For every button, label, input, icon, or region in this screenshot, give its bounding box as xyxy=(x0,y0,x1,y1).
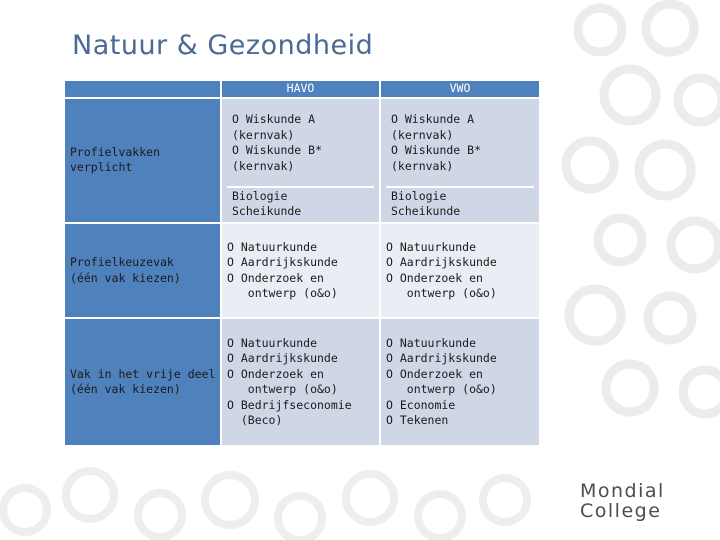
cell-line: O Onderzoek en xyxy=(386,366,483,381)
cell-line: (kernvak) xyxy=(391,158,454,173)
header-havo: HAVO xyxy=(221,80,380,98)
cell-line: O Onderzoek en xyxy=(227,270,324,285)
cell-line: (Beco) xyxy=(227,413,283,427)
cell-vwo-vrije-deel xyxy=(380,318,540,446)
cell-havo-math xyxy=(227,100,374,188)
row-label-line: Profielvakken xyxy=(70,144,161,159)
cell-line: O Bedrijfseconomie xyxy=(227,397,352,412)
cell-line: ontwerp (o&o) xyxy=(386,286,497,300)
cell-line: O Natuurkunde xyxy=(386,239,477,254)
cell-havo-vrije-deel xyxy=(221,318,380,446)
cell-line: O Aardrijkskunde xyxy=(386,255,497,269)
header-vwo: VWO xyxy=(380,80,540,98)
cell-vwo-sciences xyxy=(386,188,534,220)
cell-line: O Wiskunde A xyxy=(232,112,316,127)
table-row xyxy=(64,223,540,318)
cell-line: O Natuurkunde xyxy=(386,335,477,350)
cell-line: ontwerp (o&o) xyxy=(386,382,497,396)
cell-line: O Aardrijkskunde xyxy=(227,351,338,365)
cell-vwo-math xyxy=(386,100,534,188)
cell-havo-sciences xyxy=(227,188,374,220)
cell-line: O Aardrijkskunde xyxy=(227,255,338,269)
cell-line: O Wiskunde A xyxy=(391,112,475,127)
mondial-college-logo xyxy=(580,481,665,521)
cell-line: O Aardrijkskunde xyxy=(386,351,497,365)
row-label-line: (één vak kiezen) xyxy=(70,382,181,396)
cell-line: (kernvak) xyxy=(232,158,295,173)
cell-line: O Wiskunde B* xyxy=(232,143,323,158)
row-label-vrije-deel xyxy=(64,318,221,446)
cell-line: (kernvak) xyxy=(232,127,295,142)
page-title: Natuur & Gezondheid xyxy=(72,30,374,61)
cell-line: O Natuurkunde xyxy=(227,239,318,254)
row-label-profielvakken xyxy=(64,98,221,224)
cell-line: O Onderzoek en xyxy=(386,270,483,285)
table-row xyxy=(64,318,540,446)
row-label-line: (één vak kiezen) xyxy=(70,270,181,285)
cell-line: Biologie xyxy=(391,188,447,203)
cell-vwo-profielkeuzevak xyxy=(380,223,540,318)
cell-havo-profielvakken xyxy=(221,98,380,224)
cell-line: Scheikunde xyxy=(391,204,461,219)
cell-line: O Tekenen xyxy=(386,413,449,427)
cell-line: ontwerp (o&o) xyxy=(227,382,338,396)
cell-line: O Wiskunde B* xyxy=(391,143,482,158)
row-label-profielkeuzevak xyxy=(64,223,221,318)
cell-line: O Economie xyxy=(386,397,456,412)
table-row xyxy=(64,98,540,224)
row-label-line: Profielkeuzevak xyxy=(70,255,174,269)
cell-line: O Natuurkunde xyxy=(227,335,318,350)
row-label-line: verplicht xyxy=(70,160,133,175)
cell-line: (kernvak) xyxy=(391,127,454,142)
profile-table xyxy=(63,79,541,447)
header-blank-cell xyxy=(64,80,221,98)
row-label-line: Vak in het vrije deel xyxy=(70,366,216,381)
cell-line: O Onderzoek en xyxy=(227,366,324,381)
cell-vwo-profielvakken xyxy=(380,98,540,224)
cell-line: Biologie xyxy=(232,188,288,203)
cell-line: Scheikunde xyxy=(232,204,302,219)
table-header-row xyxy=(64,80,540,98)
logo-line-1: Mondial xyxy=(580,480,665,502)
logo-line-2: College xyxy=(580,500,662,522)
cell-line: ontwerp (o&o) xyxy=(227,286,338,300)
cell-havo-profielkeuzevak xyxy=(221,223,380,318)
